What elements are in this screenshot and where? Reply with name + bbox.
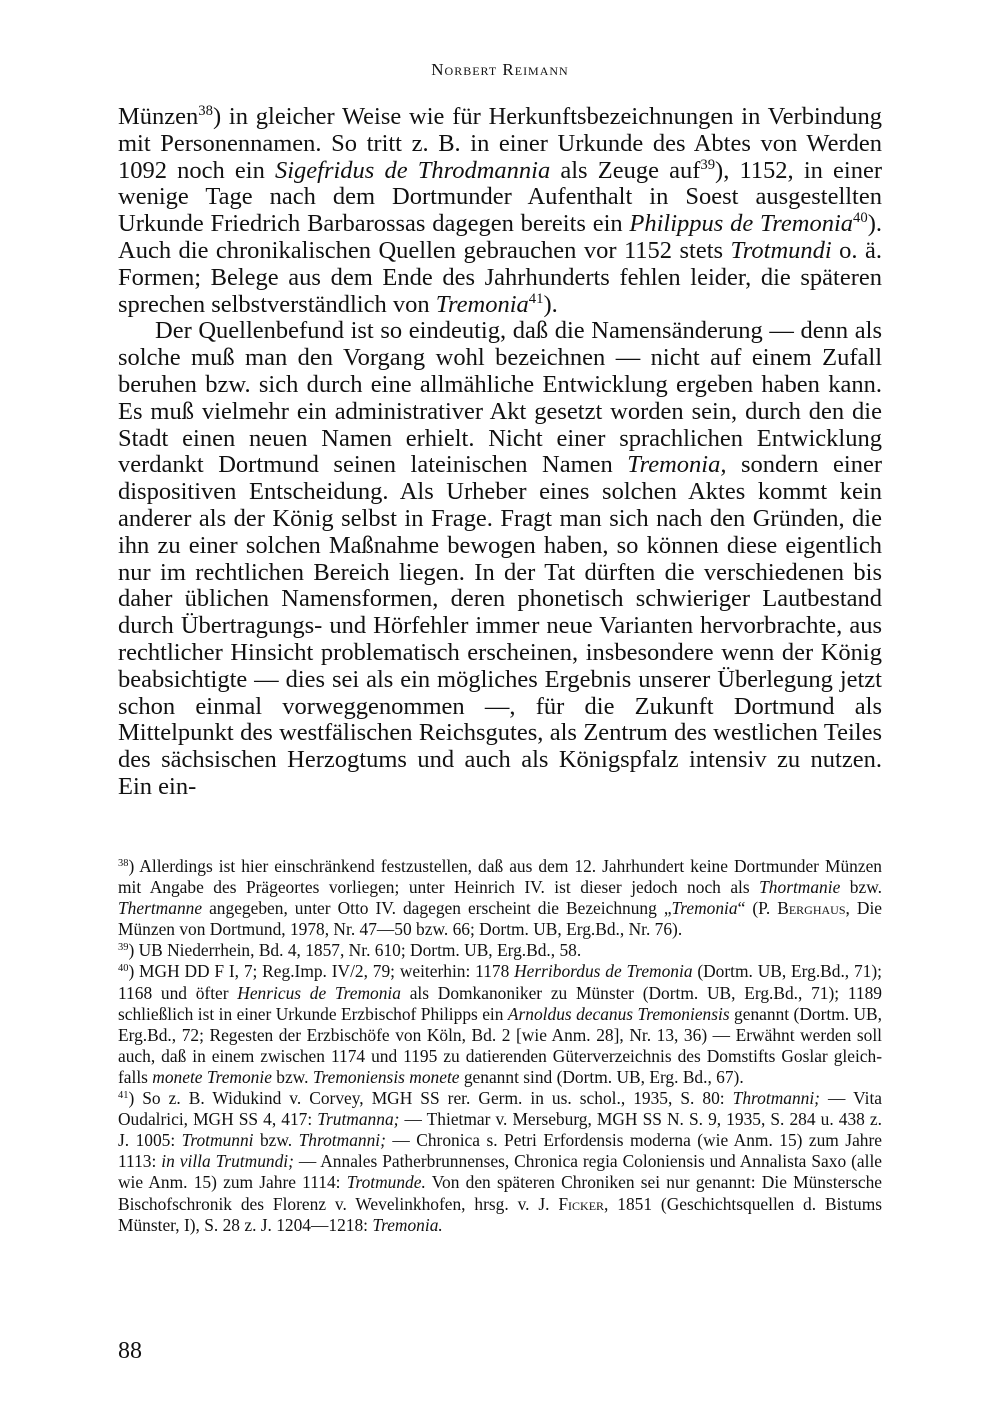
italic-text: Thortmanie xyxy=(759,877,841,898)
italic-text: Philippus de Tremonia xyxy=(629,210,854,238)
italic-text: Tremoniensis monete xyxy=(312,1066,460,1087)
body-paragraph-2: Der Quellenbefund ist so eindeutig, daß die Namensänderung — denn als solche muß man den Vorgang wohl bezeichnen — nicht auf einem Zufall beruhen bzw. sich durch eine allmähliche Entwicklung ergeben haben kann. Es muß vielmehr ein administrativer Akt gesetzt worden sein, durch den die Stadt einen neuen Namen erhielt. Nicht einer sprachlichen Entwicklung verdankt Dortmund seinen lateinischen Namen Tremonia, sondern einer dispositiven Entscheidung. Als Urheber eines solchen Aktes kommt kein anderer als der König selbst in Frage. Fragt man sich nach den Gründen, die ihn zu einer solchen Maßnahme bewogen haben, so können diese eigentlich nur im rechtlichen Bereich liegen. In der Tat dürften die verschiedenen bis daher üblichen Namensformen, deren phonetisch schwieriger Lautbestand durch Übertragungs- und Hörfehler immer neue Varianten hervorbrachte, aus rechtlicher Hinsicht problematisch erscheinen, insbesondere wenn der König beabsichtigte — dies sei als ein mögliches Ergebnis unserer Überlegung jetzt schon einmal vorweggenommen —, für die Zukunft Dortmund als Mittelpunkt des westfälischen Reichsgutes, als Zentrum des westlichen Teiles des sächsischen Herzogtums und auch als Königspfalz intensiv zu nutzen. Ein ein- xyxy=(118,317,882,800)
italic-text: Trotmundi xyxy=(730,236,832,264)
author-name: Berghaus xyxy=(777,898,846,919)
italic-text: Thertmanne xyxy=(118,898,203,919)
footnote-41: $^{41}$) So z. B. Widukind v. Corvey, MGH SS rer. Germ. in us. schol., 1935, S. 80: Throtmanni; — Vita Oudalrici, MGH SS 4, 417: Trutmanna; — Thietmar v. Merseburg, MGH SS N. S. 9, 1935, S. 284 u. 438 z. J. 1005: Trotmunni bzw. Throtmanni; — Chronica s. Petri Erfordensis moderna (wie Anm. 15) zum Jahre 1113: in villa Trutmundi; — Annales Patherbrunnenses, Chronica regia Coloniensis und Annalista Saxo (alle wie Anm. 15) zum Jahre 1114: Trotmunde. Von den späteren Chroniken sei nur genannt: Die Münstersche Bischofschronik des Florenz v. Wevelinkhofen, hrsg. v. J. Ficker, 1851 (Geschichtsquellen d. Bistums Münster, I), S. 28 z. J. 1204—1218: Tremonia. xyxy=(118,1088,883,1235)
footnote-39: $^{39}$) UB Niederrhein, Bd. 4, 1857, Nr. 610; Dortm. UB, Erg.Bd., 58. xyxy=(118,940,582,961)
italic-text: in villa Trutmundi; xyxy=(161,1151,294,1172)
page-number: 88 xyxy=(118,1338,142,1364)
italic-text: Herribordus de Tremonia xyxy=(514,961,693,982)
italic-text: Tremonia, xyxy=(627,451,727,479)
footnote-marker: 38 xyxy=(118,857,129,869)
italic-text: Henricus de Tremonia xyxy=(237,982,401,1003)
italic-text: Tremonia xyxy=(435,290,529,318)
footnote-marker: 40 xyxy=(853,210,868,227)
italic-text: Trutmanna; xyxy=(317,1109,400,1130)
footnote-40: $^{40}$) MGH DD F I, 7; Reg.Imp. IV/2, 79; weiterhin: 1178 Herribordus de Tremonia (Dortm. UB, Erg.Bd., 71); 1168 und öfter Henricus de Tremonia als Domkanoniker zu Münster (Dortm. UB, Erg.Bd., 71); 1189 schließlich ist in einer Urkunde Erzbischof Philipps ein Arnoldus decanus Tremoniensis genannt (Dortm. UB, Erg.Bd., 72; Regesten der Erzbischöfe von Köln, Bd. 2 [wie Anm. 28], Nr. 13, 36) — Erwähnt werden soll auch, daß in einem zwischen 1174 und 1195 zu datierenden Güterverzeichnis des Domstifts Goslar gleichfalls monete Tremonie bzw. Tremoniensis monete genannt sind (Dortm. UB, Erg. Bd., 67). xyxy=(118,961,882,1087)
footnotes xyxy=(118,856,882,1236)
italic-text: Trotmunde. xyxy=(346,1172,426,1193)
main-text xyxy=(118,104,882,801)
italic-text: Tremonia xyxy=(671,898,738,919)
footnote-38: $^{38}$) Allerdings ist hier einschränkend festzustellen, daß aus dem 12. Jahrhundert keine Dortmunder Münzen mit Angabe des Prägeortes vorliegen; unter Heinrich IV. ist dieser jedoch noch als Thortmanie bzw. Thertmanne angegeben, unter Otto IV. dagegen erscheint die Bezeichnung „Tremonia“ (P. Berghaus, Die Münzen von Dortmund, 1978, Nr. 47—50 bzw. 66; Dortm. UB, Erg.Bd., Nr. 76). xyxy=(118,856,882,940)
footnote-marker: 38 xyxy=(198,103,213,120)
running-header-author: Norbert Reimann xyxy=(431,60,569,79)
italic-text: Sigefridus de Throdmannia xyxy=(274,156,551,184)
italic-text: Trotmunni xyxy=(181,1130,254,1151)
footnote-marker: 41 xyxy=(118,1089,129,1101)
footnote-marker: 41 xyxy=(528,290,544,307)
italic-text: Arnoldus decanus Tremoniensis xyxy=(507,1003,730,1024)
footnote-marker: 40 xyxy=(118,963,129,975)
italic-text: Throtmanni; xyxy=(298,1130,386,1151)
footnote-marker: 39 xyxy=(118,942,129,954)
footnote-marker: 39 xyxy=(700,156,716,173)
author-name: Ficker xyxy=(558,1193,605,1214)
italic-text: Throtmanni; xyxy=(732,1088,820,1109)
italic-text: monete Tremonie xyxy=(152,1066,272,1087)
body-paragraph-1: Münzen$^{38}$) in gleicher Weise wie für Herkunftsbezeichnungen in Verbindung mit Personennamen. So tritt z. B. in einer Urkunde des Abtes von Werden 1092 noch ein Sigefridus de Throdmannia als Zeuge auf$^{39}$), 1152, in einer wenige Tage nach dem Dortmunder Aufenthalt in Soest ausgestellten Urkunde Friedrich Barbarossas dagegen bereits ein Philippus de Tremonia$^{40}$). Auch die chronikalischen Quellen gebrauchen vor 1152 stets Trotmundi o. ä. Formen; Belege aus dem Ende des Jahrhunderts fehlen leider, die späteren sprechen selbstverständlich von Tremonia$^{41}$). xyxy=(118,103,882,318)
italic-text: Tremonia. xyxy=(372,1214,443,1235)
